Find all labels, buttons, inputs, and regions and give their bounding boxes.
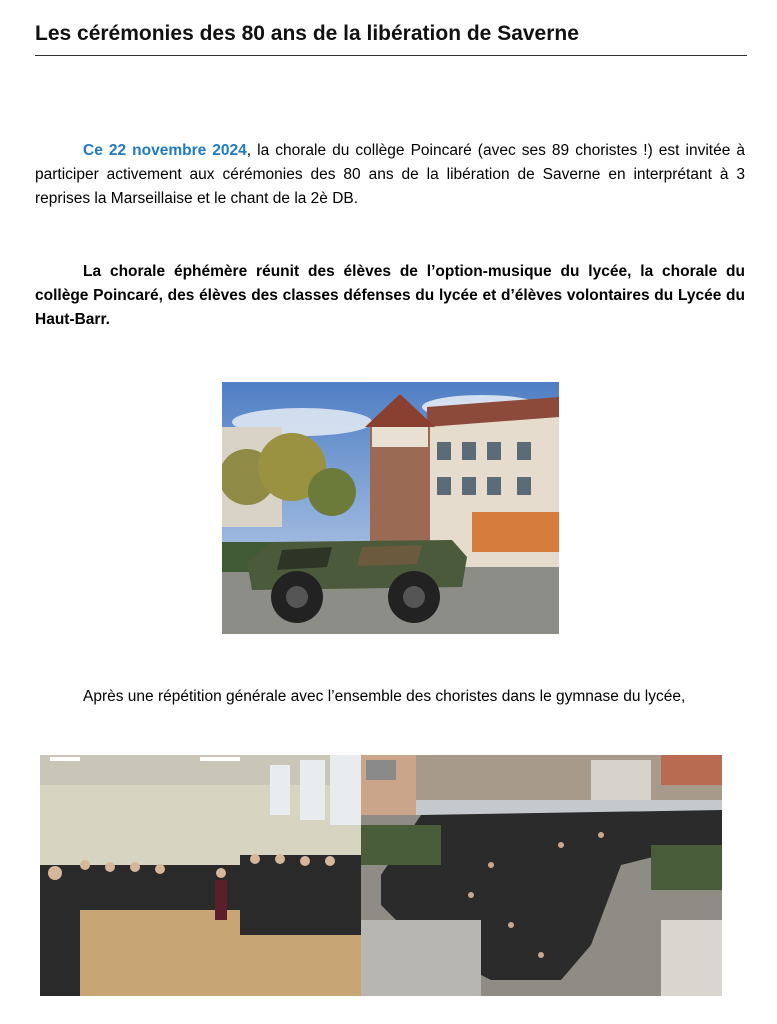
paragraph-3: Après une répétition générale avec l’ensemble des choristes dans le gymnase du lycée, — [83, 688, 686, 705]
date-highlight: Ce 22 novembre 2024 — [83, 142, 247, 159]
title-underline — [35, 55, 747, 56]
paragraph-2: La chorale éphémère réunit des élèves de l’option-musique du lycée, la chorale du collège Poincaré, des élèves des classes défenses du lycée et d’élèves volontaires du Lycée du Haut-Barr. — [35, 263, 745, 328]
paragraph-1-text: , la chorale du collège Poincaré (avec ses 89 choristes !) est invitée à participer activement aux cérémonies des 80 ans de la libération de Saverne en interprétant à 3 reprises la Marseillaise et le chant de la 2è DB. — [35, 142, 745, 207]
page-title: Les cérémonies des 80 ans de la libération de Saverne — [35, 22, 579, 45]
gym-rehearsal-photo — [40, 755, 361, 996]
armored-vehicle-photo — [222, 382, 559, 634]
courtyard-crowd-photo — [361, 755, 722, 996]
paragraph-1 — [35, 139, 745, 211]
